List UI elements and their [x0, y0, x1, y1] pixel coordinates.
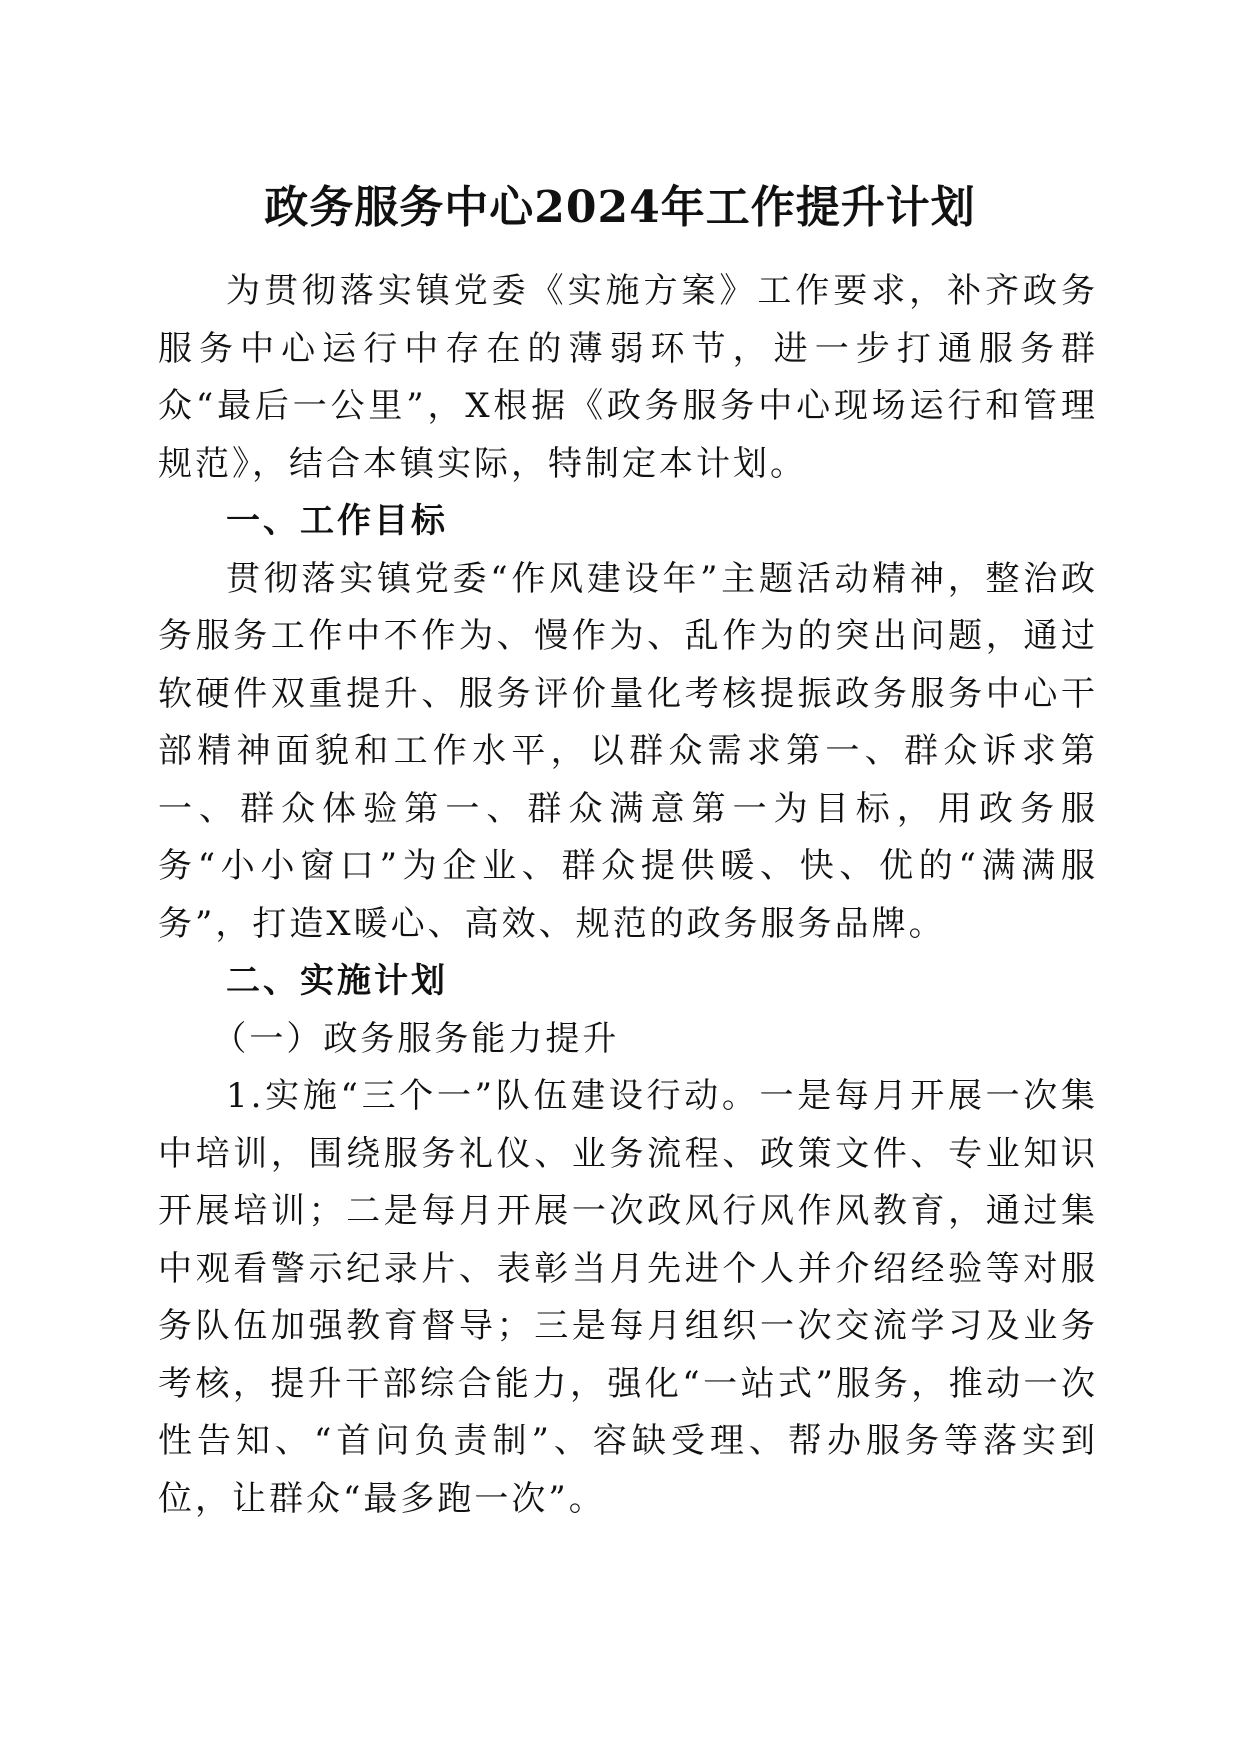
subsection-heading-capability: （一）政务服务能力提升 [212, 1018, 620, 1059]
goals-paragraph: 贯彻落实镇党委“作风建设年”主题活动精神，整治政务服务工作中不作为、慢作为、乱作为的突出问题，通过软硬件双重提升、服务评价量化考核提振政务服务中心干部精神面貌和工作水平，以群众需求第一、群众诉求第一、群众体验第一、群众满意第一为目标，用政务服务“小小窗口”为企业、群众提供暖、快、优的“满满服务”，打造X暖心、高效、规范的政务服务品牌。 [158, 558, 1098, 944]
section-heading-plan: 二、实施计划 [226, 961, 448, 1001]
document-title: 政务服务中心2024年工作提升计划 [264, 182, 976, 233]
intro-paragraph: 为贯彻落实镇党委《实施方案》工作要求，补齐政务服务中心运行中存在的薄弱环节，进一步打通服务群众“最后一公里”，X根据《政务服务中心现场运行和管理规范》，结合本镇实际，特制定本计划。 [158, 271, 1098, 484]
plan-item-1: 1.实施“三个一”队伍建设行动。一是每月开展一次集中培训，围绕服务礼仪、业务流程、政策文件、专业知识开展培训；二是每月开展一次政风行风作风教育，通过集中观看警示纪录片、表彰当月先进个人并介绍经验等对服务队伍加强教育督导；三是每月组织一次交流学习及业务考核，提升干部综合能力，强化“一站式”服务，推动一次性告知、“首问负责制”、容缺受理、帮办服务等落实到位，让群众“最多跑一次”。 [158, 1076, 1098, 1519]
document-body [158, 263, 1098, 1528]
section-heading-goals: 一、工作目标 [226, 501, 448, 541]
